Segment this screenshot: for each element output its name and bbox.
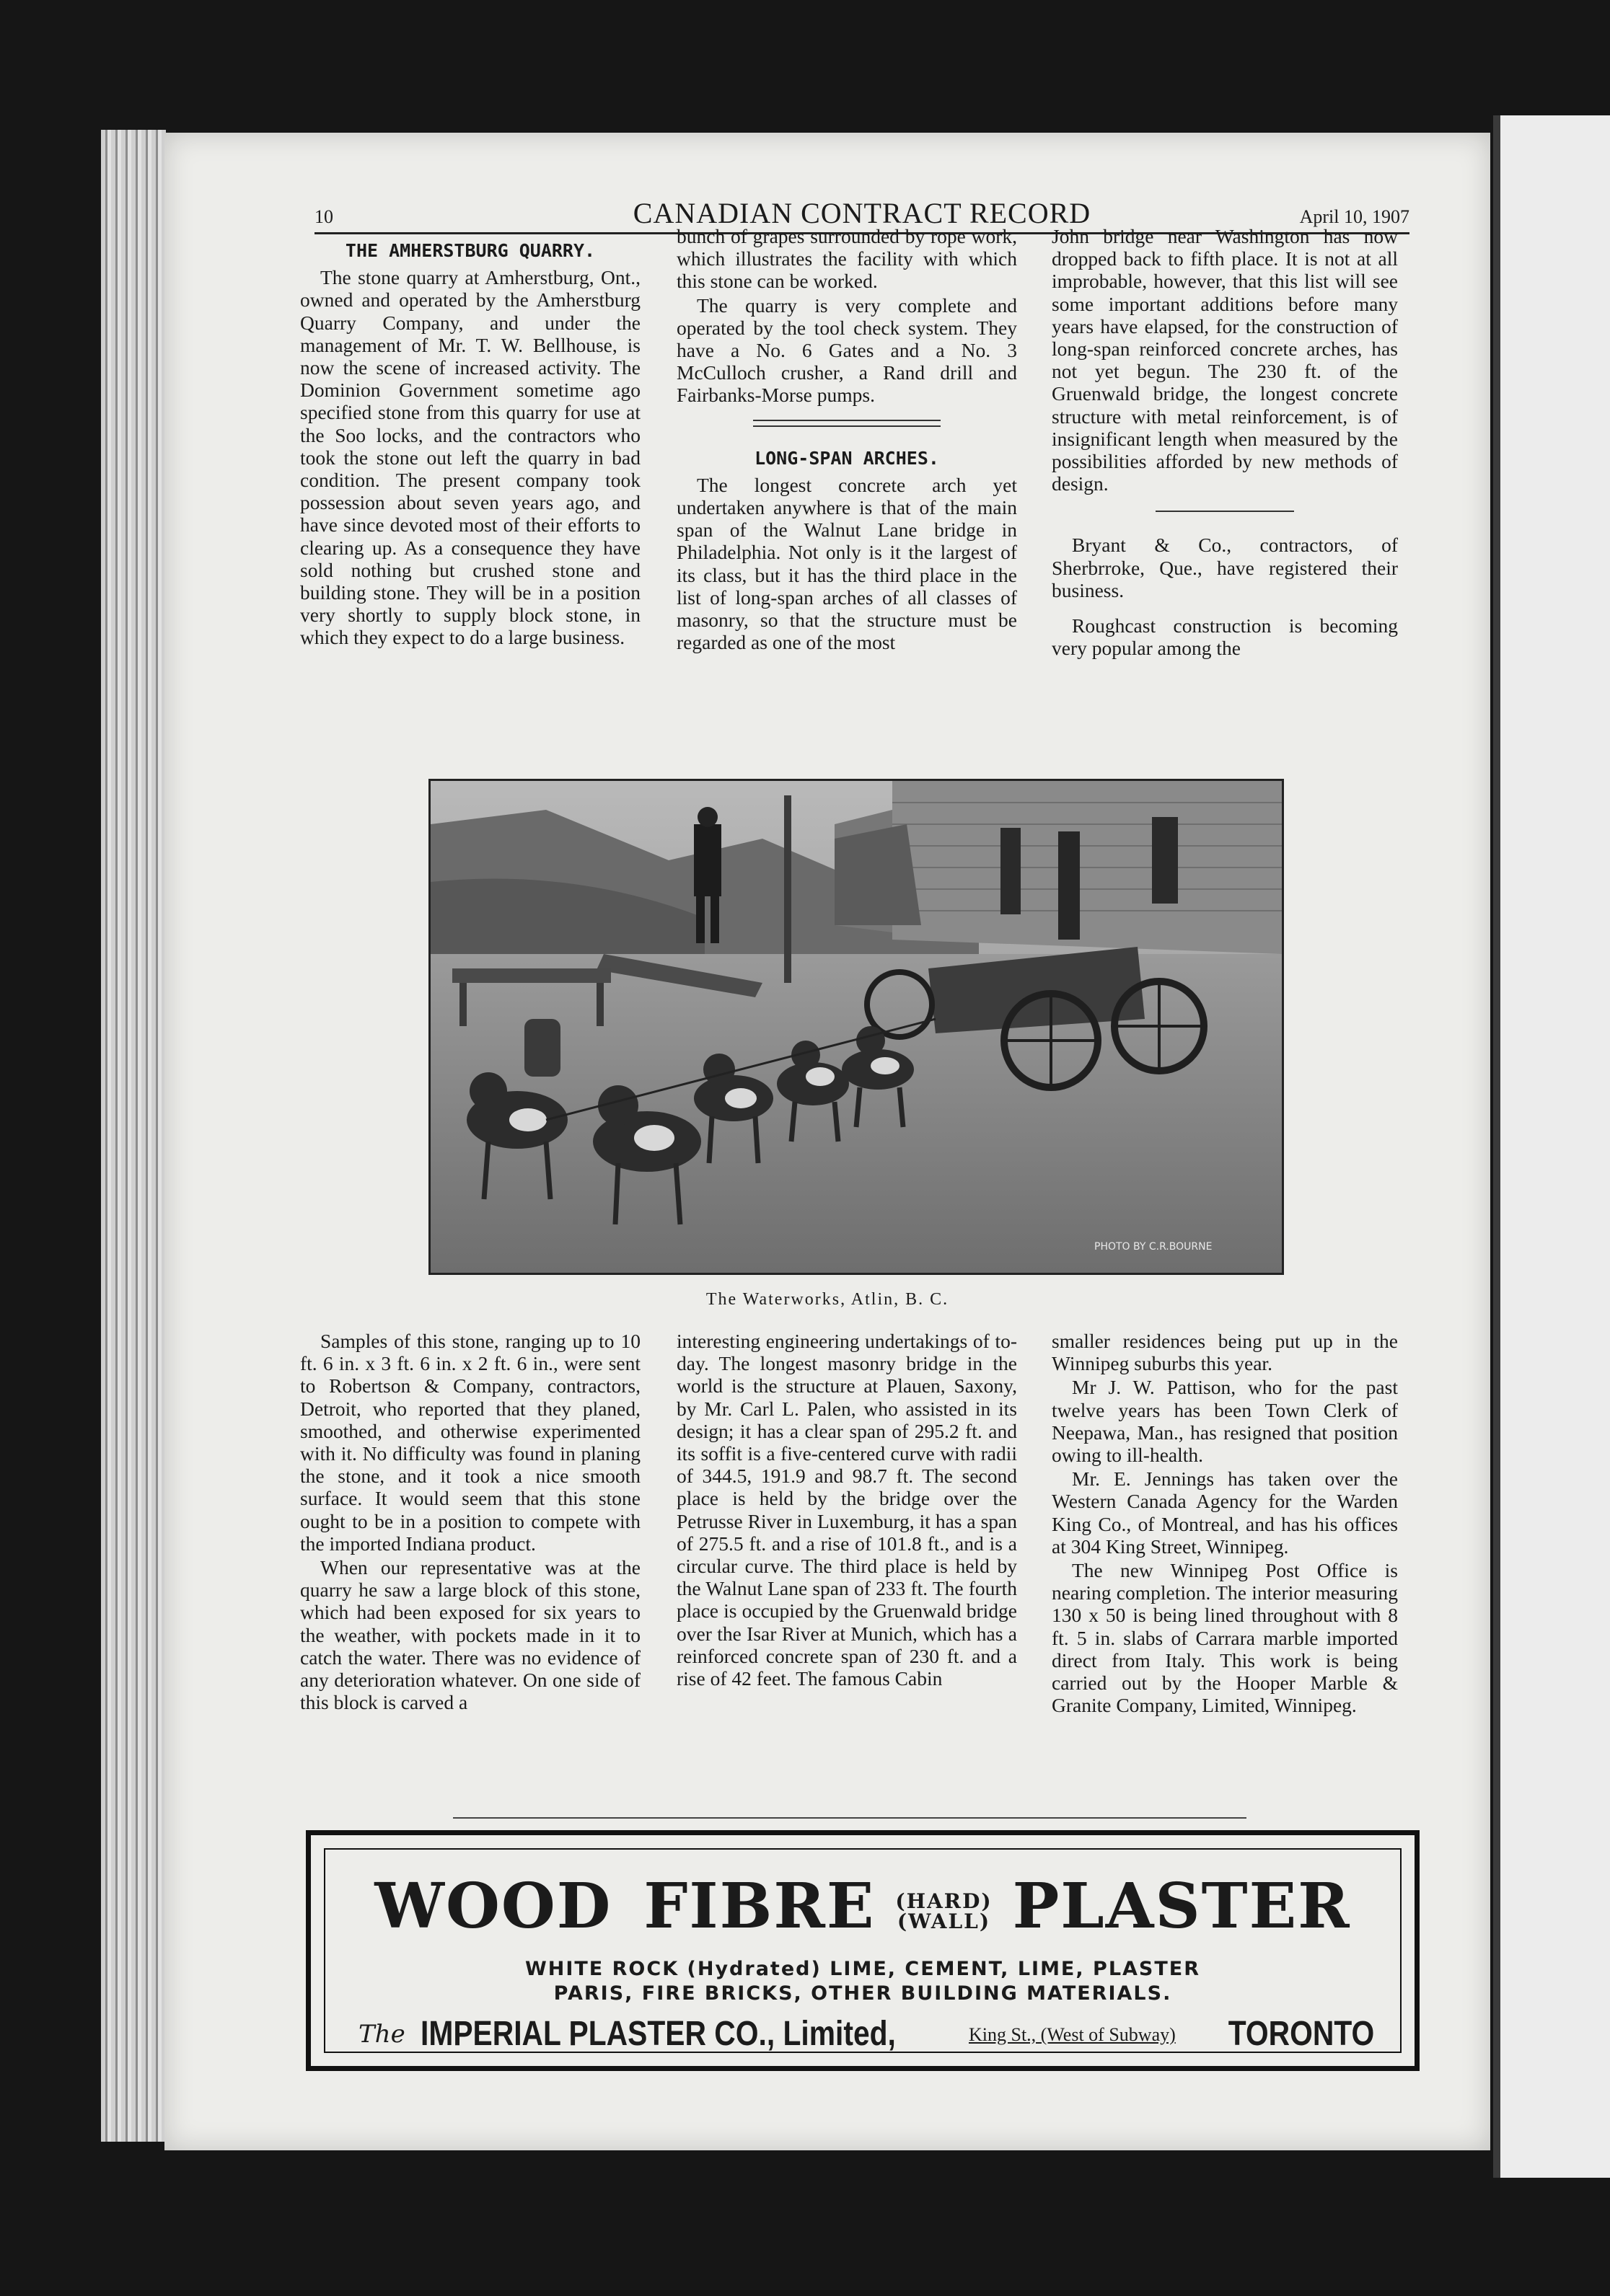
article-paragraph: John bridge near Washington has now dropped back to fifth place. It is not at all improbable, however, that this list will see some important additions before many years have elapsed, for the construction of long-span reinforced concrete arches, has not yet begun. The 230 ft. of the Gruenwald bridge, the longest concrete structure with metal reinforcement, is of insignificant length when measured by the possibilities afforded by new methods of design.	[1052, 225, 1398, 495]
article-paragraph: Samples of this stone, ranging up to 10 ft. 6 in. x 3 ft. 6 in. x 2 ft. 6 in., were sent to Robertson & Company, contractors, Detroit, who reported that they planed, smoothed, and otherwise experimented with it. No difficulty was found in planing the stone, and it took a nice smooth surface. It would seem that this stone ought to be in a position to compete with the imported Indiana product.	[300, 1330, 641, 1555]
ad-address: King St., (West of Subway)	[969, 2024, 1176, 2045]
column-3-top	[1052, 225, 1398, 659]
ad-word-plaster: PLASTER	[1012, 1870, 1351, 1943]
article-paragraph: The longest concrete arch yet undertaken anywhere is that of the main span of the Walnut Lane bridge in Philadelphia. Not only is it the largest of its class, but it has the third place in the list of long-span arches of all classes of masonry, so that the structure must be regarded as one of the most	[677, 473, 1017, 654]
ad-city: TORONTO	[1228, 2015, 1374, 2053]
column-2-top	[677, 225, 1017, 653]
issue-date: April 10, 1907	[1299, 206, 1409, 227]
hard-wall-label: (HARD) (WALL)	[895, 1889, 993, 1933]
facing-page	[1493, 115, 1610, 2178]
photo-illustration	[431, 781, 1282, 1273]
ad-headline	[325, 1870, 1400, 1943]
section-divider	[753, 420, 941, 427]
ad-inner-border	[324, 1848, 1402, 2053]
ad-company-line	[358, 2014, 1374, 2057]
ad-word-fibre: FIBRE	[643, 1870, 876, 1943]
waterworks-photograph	[428, 779, 1284, 1275]
magazine-page	[164, 133, 1490, 2150]
book-page-edges	[101, 130, 166, 2142]
photo-caption: The Waterworks, Atlin, B. C.	[705, 1290, 949, 1309]
article-paragraph: The stone quarry at Amherstburg, Ont., owned and operated by the Amherstburg Quarry Company, and under the management of Mr. T. W. Bellhouse, is now the scene of increased activity. The Dominion Government sometime ago specified stone from this quarry for use at the Soo locks, and the contractors who took the stone out left the quarry in bad condition. The present company took possession about seven years ago, and have since devoted most of their efforts to clearing up. As a consequence they have sold nothing but crushed stone and building stone. They will be in a position very shortly to supply block stone, in which they expect to do a large business.	[300, 266, 641, 649]
ad-products-line-1: WHITE ROCK (Hydrated) LIME, CEMENT, LIME, PLASTER	[524, 1958, 1201, 1980]
column-1-bottom	[300, 1330, 641, 1713]
ad-wall: WALL	[908, 1909, 980, 1933]
page-number: 10	[314, 206, 333, 227]
ad-word-wood: WOOD	[374, 1870, 612, 1943]
column-3-bottom	[1052, 1330, 1398, 1716]
news-item: Mr. E. Jennings has taken over the Western Canada Agency for the Warden King Co., of Montreal, and has his offices at 304 King Street, Winnipeg.	[1052, 1467, 1398, 1558]
ad-company-name: IMPERIAL PLASTER CO., Limited,	[421, 2015, 896, 2053]
article-paragraph: When our representative was at the quarry he saw a large block of this stone, which had been exposed for six years to the weather, with pockets made in it to catch the water. There was no evidence of any deterioration whatever. On one side of this block is carved a	[300, 1556, 641, 1714]
article-heading: THE AMHERSTBURG QUARRY.	[345, 240, 596, 261]
news-item: The new Winnipeg Post Office is nearing completion. The interior measuring 130 x 50 is being lined throughout with 8 ft. 5 in. slabs of Carrara marble imported direct from Italy. This work is being carried out by the Hooper Marble & Granite Company, Limited, Winnipeg.	[1052, 1559, 1398, 1717]
publication-title: CANADIAN CONTRACT RECORD	[633, 197, 1091, 229]
article-paragraph: interesting engineering undertakings of to-day. The longest masonry bridge in the world is the structure at Plauen, Saxony, by Mr. Carl L. Palen, who assisted in its design; it has a clear span of 295.2 ft. and its soffit is a five-centered curve with radii of 344.5, 191.9 and 98.7 ft. The second place is held by the bridge over the Petrusse River in Luxemburg, it has a span of 275.5 ft. and a rise of 101.8 ft., and is a circular curve. The third place is held by the Walnut Lane span of 233 ft. The fourth place is occupied by the Gruenwald bridge over the Isar River at Munich, which has a reinforced concrete span of 230 ft. and a rise of 42 feet. The famous Cabin	[677, 1330, 1017, 1690]
advertisement-divider	[453, 1817, 1246, 1819]
column-2-bottom	[677, 1330, 1017, 1690]
ad-the: The	[358, 2020, 405, 2049]
article-paragraph: bunch of grapes surrounded by rope work, which illustrates the facility with which this stone can be worked.	[677, 225, 1017, 293]
article-amherstburg-quarry	[300, 239, 641, 649]
photo-credit: PHOTO BY C.R.BOURNE	[1094, 1241, 1213, 1253]
ad-hard: HARD	[906, 1889, 982, 1913]
news-item: smaller residences being put up in the Winnipeg suburbs this year.	[1052, 1330, 1398, 1375]
news-item: Roughcast construction is becoming very popular among the	[1052, 614, 1398, 660]
section-divider	[1156, 511, 1294, 512]
article-paragraph: The quarry is very complete and operated by the tool check system. They have a No. 6 Gates and a No. 3 McCulloch crusher, a Rand drill and Fairbanks-Morse pumps.	[677, 293, 1017, 407]
news-item: Bryant & Co., contractors, of Sherbrroke, Que., have registered their business.	[1052, 534, 1398, 601]
ad-products-line-2: PARIS, FIRE BRICKS, OTHER BUILDING MATERIALS.	[553, 1982, 1172, 2005]
news-item: Mr J. W. Pattison, who for the past twelve years has been Town Clerk of Neepawa, Man., has resigned that position owing to ill-health.	[1052, 1376, 1398, 1467]
plaster-advertisement	[306, 1830, 1420, 2071]
article-heading: LONG-SPAN ARCHES.	[755, 447, 939, 469]
